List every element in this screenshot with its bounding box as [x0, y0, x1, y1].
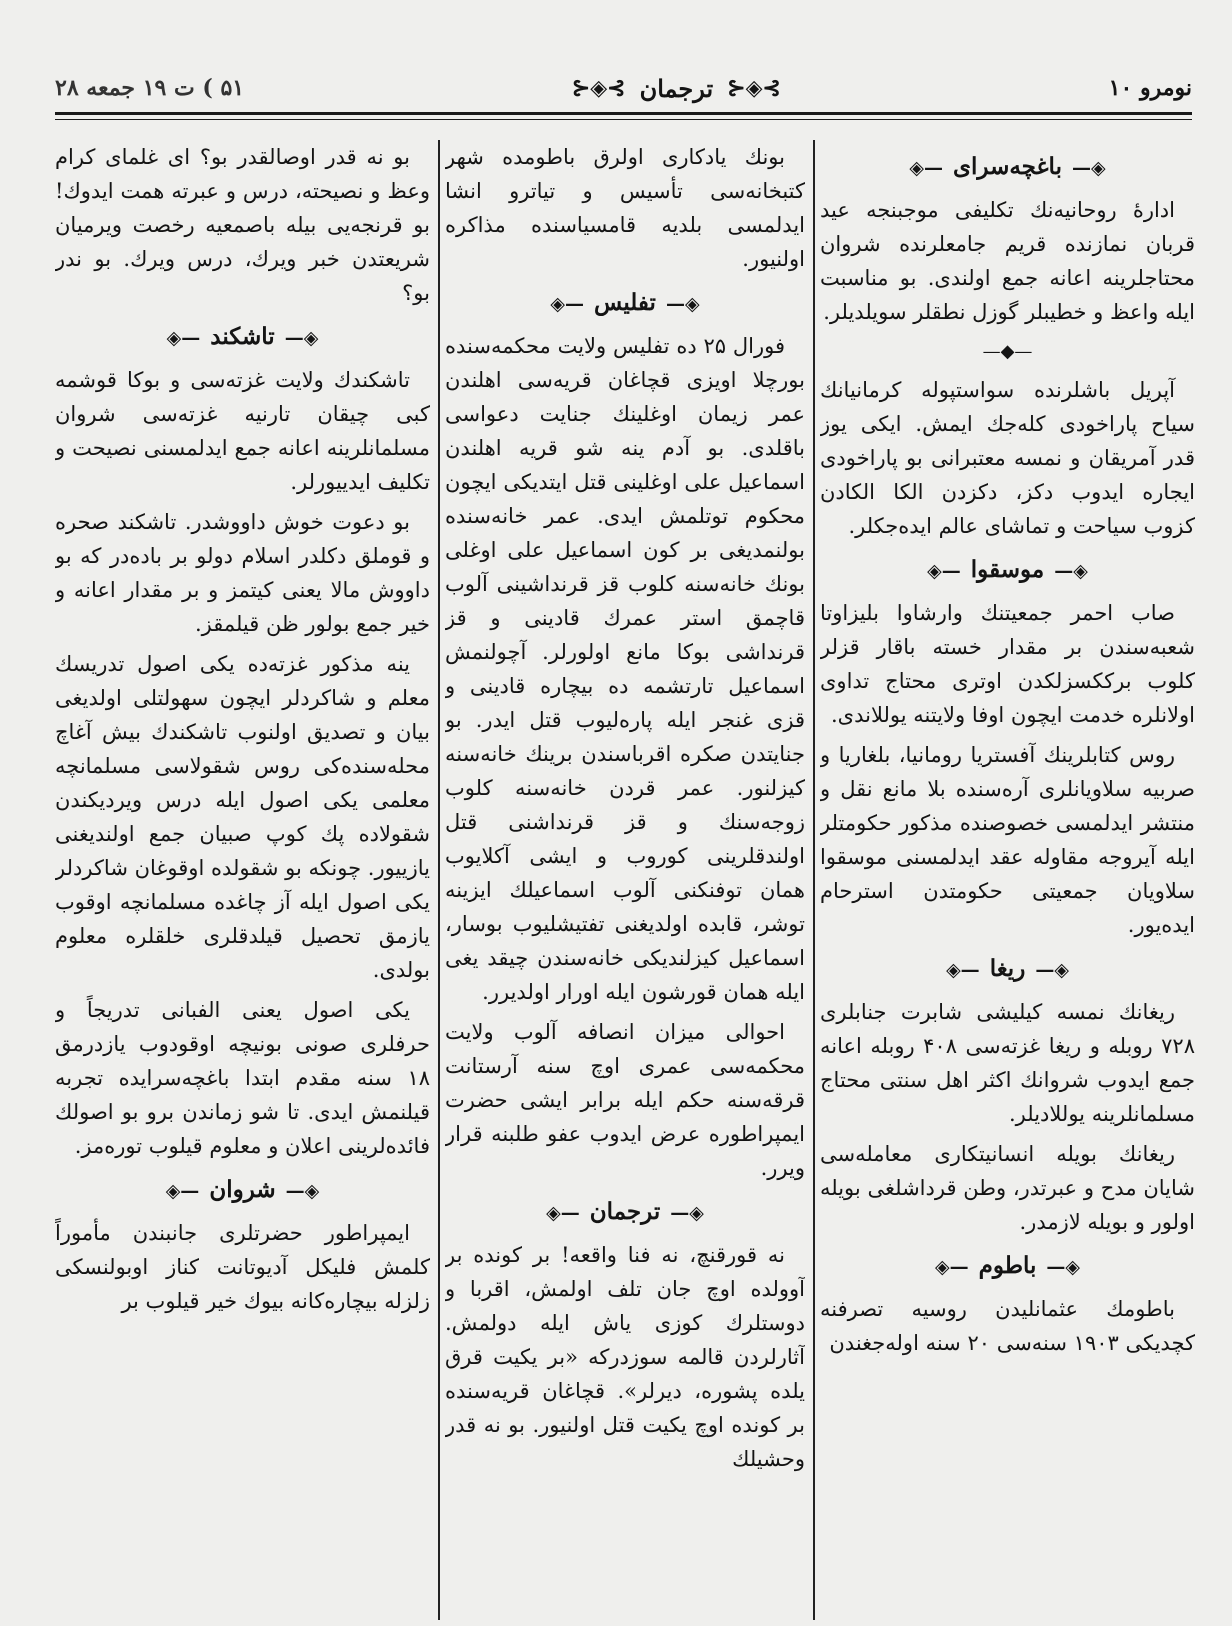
article-paragraph: ریغانك بویله انسانیتكاری معامله‌سی شایان مدح و عبرتدر، وطن قرداشلغی بویله اولور و بویله لازمدر. [820, 1142, 1195, 1234]
column-middle [445, 140, 805, 1620]
section-title: باغچه‌سرای [953, 153, 1062, 180]
column-divider [438, 140, 440, 1620]
section-title: تاشكند [210, 323, 275, 350]
section-heading [55, 320, 430, 355]
ornament-icon: ◈— [1035, 959, 1069, 981]
article-paragraph: ینه مذكور غزته‌ده یكی اصول تدریسك معلم و شاكردلر ایچون سهولتلی اولدیغی بیان و تصدیق اولنوب تاشكندك بیش آغاچ محله‌سنده‌كی روس شقولاسی مسلمانچه معلمی یكی اصول ایله درس ویردیكندن شقولاده پك كوپ صبیان جمع اولندیغنی یازییور. چونكه بو شقولده اوقوغان شاكردلر یكی اصول ایله آز چاغده مسلمانچه اوقوب یازمق تحصیل قیلدقلری خلقلره معلوم بولدی. [55, 652, 430, 982]
section-heading [820, 952, 1195, 987]
section-title: شروان [209, 1176, 276, 1203]
issue-number: نومرو ۱۰ [1108, 75, 1192, 101]
ornament-icon: ◈— [285, 1180, 320, 1202]
ornament-icon: —◈ [165, 1180, 200, 1202]
article-paragraph: یكی اصول یعنی الفبانی تدریجاً و حرفلری صونی بونیچه اوقودوب یازدرمق ۱۸ سنه مقدم ابتدا باغچه‌سرایده تجربه قیلنمش ایدی. تا شو زماندن برو بو اصولك فائده‌لرینی اعلان و معلوم قیلوب توره‌مز. [55, 998, 430, 1158]
section-heading [820, 150, 1195, 185]
ornament-icon: —◈ [934, 1256, 969, 1278]
issue-date: ۵۱ ) ت ۱۹ جمعه ۲۸ [55, 75, 245, 101]
section-title: ترجمان [589, 1198, 661, 1225]
ornament-icon: ◈— [1046, 1256, 1081, 1278]
article-paragraph: روس كتابلرینك آفستریا رومانیا، بلغاریا و صربیه سلاویانلری آره‌سنده بلا مانع نقل و منتشر ایدلمسی خصوصنده مذكور حكومتلر ایله آیروجه مقاوله عقد ایدلمسنی موسقوا سلاویان جمعیتی حكومتدن استرحام ایده‌یور. [820, 743, 1195, 937]
masthead-title-group [572, 74, 781, 103]
section-heading [820, 553, 1195, 588]
ornament-icon: —◈ [946, 959, 980, 981]
ornament-icon: —◈ [550, 293, 585, 315]
article-paragraph: ادارۀ روحانیه‌نك تكلیفی موجبنجه عید قربان نمازنده قریم جامعلرنده شروان محتاجلرینه اعانه جمع اولندی. بو مناسبت ایله واعظ و خطیبلر گوزل نطقلر سویلدیلر. [820, 198, 1195, 324]
section-heading [445, 1195, 805, 1230]
article-paragraph: صاب احمر جمعیتنك وارشاوا بلیزاوتا شعبه‌سندن بر مقدار خسته باقار قزلر كلوب برككسزلكدن اوتری محتاج تداوی اولانلره خدمت ایچون اوفا ولایتنه یوللاندی. [820, 601, 1195, 727]
section-title: باطوم [978, 1252, 1037, 1279]
article-paragraph: بونك یادكاری اولرق باطومده شهر كتبخانه‌سی تأسیس و تیاترو انشا ایدلمسی بلدیه قامسیاسنده مذاكره اولنیور. [445, 145, 805, 271]
article-paragraph: آپریل باشلرنده سواستپوله كرمانیانك سیاح پاراخودی كله‌جك ایمش. ایكی یوز قدر آمریقان و نمسه معتبرانی بو پاراخودی ایجاره ایدوب دكز، دكزدن الكا الكادن كزوب سیاحت و تماشای عالم ایده‌جكلر. [820, 378, 1195, 538]
ornament-icon: ⊱◈⊰ [571, 75, 626, 101]
article-paragraph: بو دعوت خوش داووشدر. تاشكند صحره و قوملق دكلدر اسلام دولو بر باده‌در كه بو داووش مالا یعنی كیتمز و بر مقدار اعانه و خیر جمع بولور ظن قیلمقز. [55, 510, 430, 636]
article-paragraph: احوالی میزان انصافه آلوب ولایت محكمه‌سی عمری اوچ سنه آرستانت قرقه‌سنه حكم ایله برابر ایشی حضرت ایمپراطوره عرض ایدوب عفو طلبنه قرار ویرر. [445, 1020, 805, 1180]
article-paragraph: نه قورقنچ، نه فنا واقعه! بر كونده بر آوولده اوچ جان تلف اولمش، اقربا و دوستلرك كوزی یاش ایله دولمش. آثارلردن قالمه سوزدركه «بر یكیت قرق یلده پشوره، دیرلر». قچاغان قریه‌سنده بر كونده اوچ یكیت قتل اولنیور. بو نه قدر وحشیلك [445, 1243, 805, 1471]
ornament-icon: ◈— [284, 327, 319, 349]
section-heading [445, 286, 805, 321]
ornament-icon: —◈ [166, 327, 201, 349]
header-rule-thin [55, 119, 1192, 120]
section-title: موسقوا [970, 556, 1045, 583]
diamond-divider-icon: —◆— [982, 341, 1033, 362]
article-paragraph: بو نه قدر اوصالقدر بو؟ ای غلمای كرام وعظ و نصیحته، درس و عبرته همت ایدوك! بو قرنجه‌یی بیله باصمعیه رخصت ویرمیان شریعتدن خبر ویرك، درس ویرك. بو ندر بو؟ [55, 145, 430, 305]
masthead [55, 58, 1192, 118]
section-heading [55, 1173, 430, 1208]
ornament-icon: —◈ [927, 560, 961, 582]
section-title: ریغا [989, 955, 1026, 982]
section-title: تفلیس [594, 289, 656, 316]
ornament-icon: ◈— [670, 1202, 704, 1224]
article-paragraph: فورال ۲۵ ده تفلیس ولایت محكمه‌سنده بورچلا اویزی قچاغان قریه‌سی اهلندن عمر زیمان اوغلینك جنایت دعواسی باقلدی. بو آدم ینه شو قریه اهلندن اسماعیل علی اوغلینی قتل ایتدیكی ایچون محكوم توتلمش ایدی. عمر خانه‌سنده بولنمدیغی بر كون اسماعیل علی اوغلی بونك خانه‌سنه كلوب قز قرنداشینی آلوب قاچمق استر عمرك قادینی و قز قرنداشی بوكا مانع اولورلر. آچولنمش اسماعیل تارتشمه ده بیچاره قادینی و قزی غنجر ایله پاره‌لیوب قتل ایدر. بو جنایتدن صكره اقرباسندن برینك خانه‌سنه كیزلنور. عمر قردن خانه‌سنه كلوب زوجه‌سنك و قز قرنداشنی قتل اولندقلرینی كوروب و ایشی آكلایوب همان توفنكنی آلوب اسماعیلك ایزینه توشر، قابده اولدیغنی تفتیشلیوب بوسار، اسماعیل كیزلندیكی خانه‌سندن چیقد یغی ایله همان قورشون ایله اورار اولدیرر. [445, 334, 805, 1004]
ornament-icon: ◈— [1071, 157, 1106, 179]
column-right [820, 140, 1195, 1620]
ornament-icon: —◈ [546, 1202, 580, 1224]
article-paragraph: ایمپراطور حضرتلری جانبندن مأموراً كلمش فلیكل آدیوتانت كناز اوبولنسكی زلزله بیچاره‌كانه بیوك خیر قیلوب بر [55, 1221, 430, 1313]
column-left [55, 140, 430, 1620]
article-paragraph: تاشكندك ولایت غزته‌سی و بوكا قوشمه كبی چیقان تارنیه غزته‌سی شروان مسلمانلرینه اعانه جمع ایدلمسنی نصیحت و تكلیف ایدییورلر. [55, 368, 430, 494]
ornament-icon: ◈— [1054, 560, 1088, 582]
newspaper-title: ترجمان [639, 73, 714, 103]
header-rule-thick [55, 112, 1192, 115]
section-heading [820, 1249, 1195, 1284]
article-paragraph: باطومك عثمانلیدن روسیه تصرفنه كچدیكی ۱۹۰۳ سنه‌سی ۲۰ سنه اوله‌جغندن [820, 1297, 1195, 1355]
ornament-icon: ⊱◈⊰ [727, 75, 781, 101]
ornament-icon: ◈— [665, 293, 700, 315]
article-paragraph: ریغانك نمسه كیلیشی شابرت جنابلری ۷۲۸ روبله و ریغا غزته‌سی ۴۰۸ روبله اعانه جمع ایدوب شروانك اكثر اهل سنتی محتاج مسلمانلرینه یوللادیلر. [820, 1000, 1195, 1126]
ornament-icon: —◈ [909, 157, 943, 179]
column-divider [813, 140, 815, 1620]
